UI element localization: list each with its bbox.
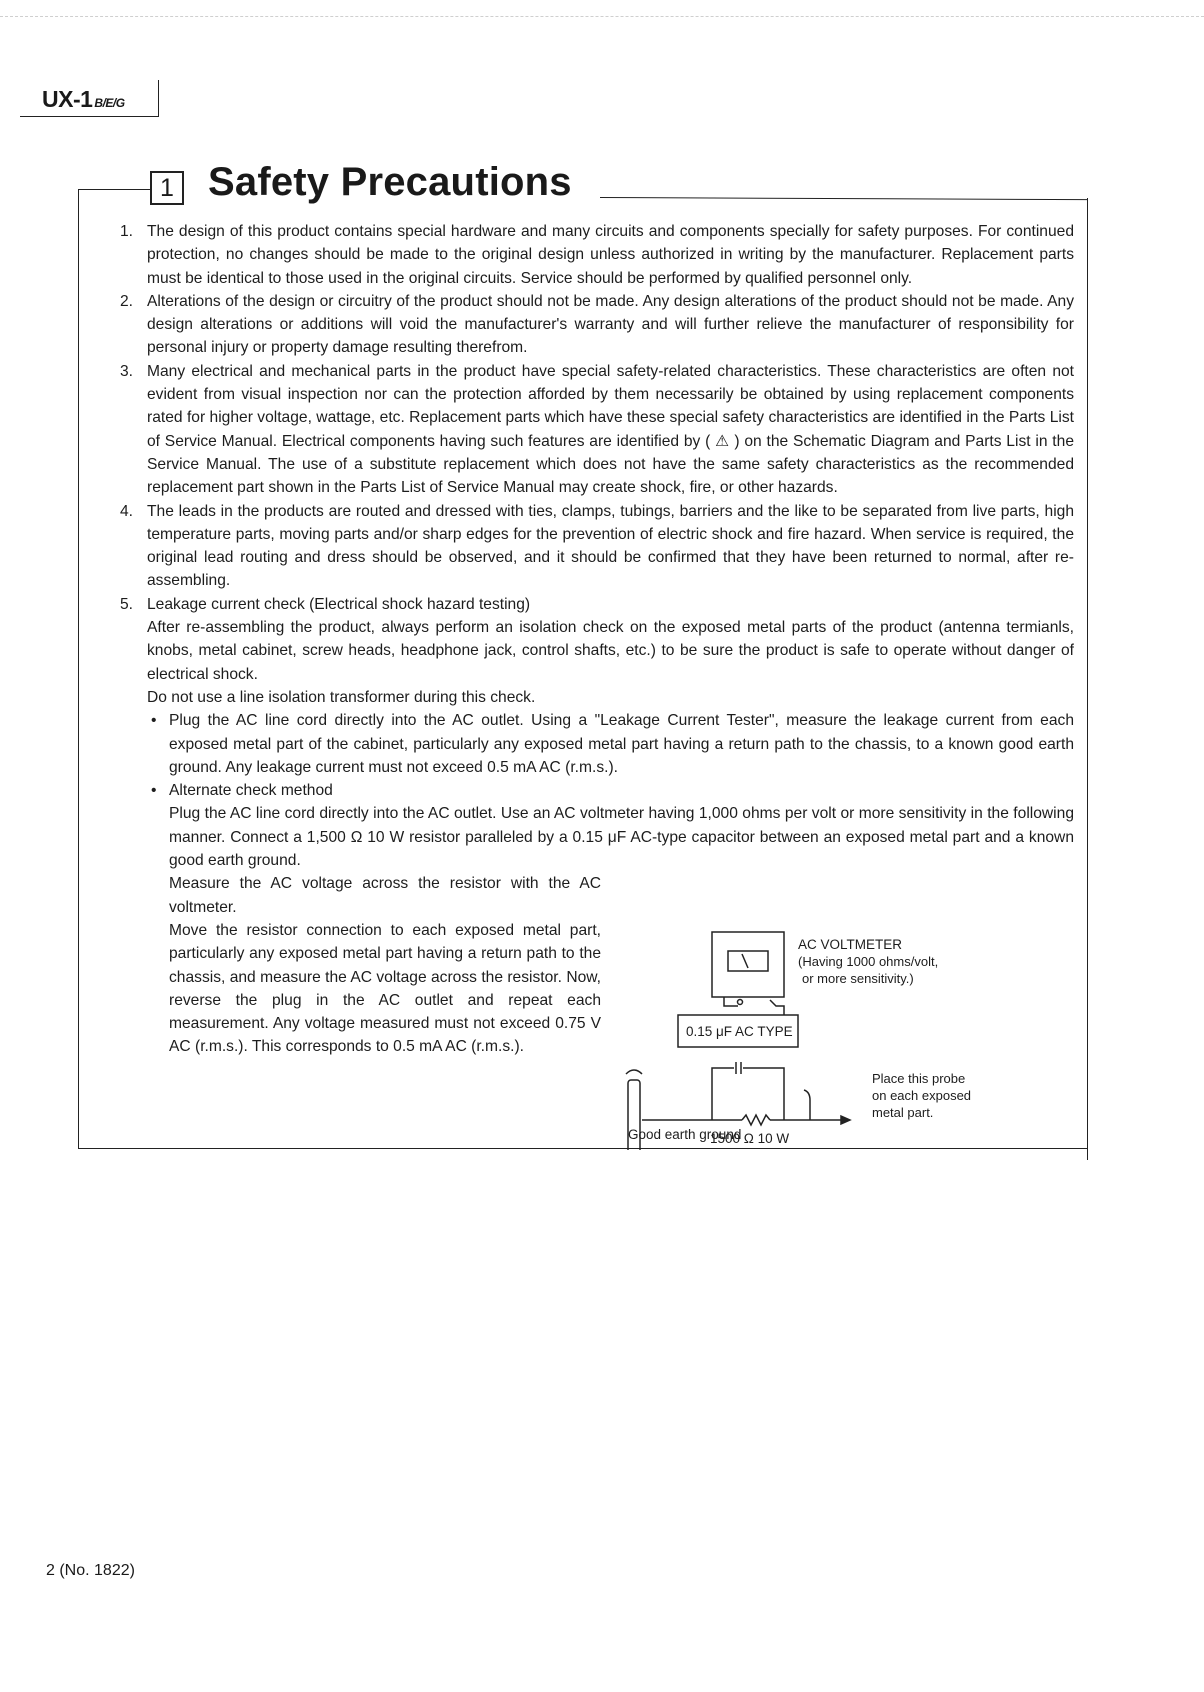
bullet-title: Alternate check method (169, 782, 333, 800)
model-suffix: B/E/G (94, 96, 125, 110)
page-number: 2 (No. 1822) (46, 1562, 135, 1579)
section-frame-left (78, 190, 79, 1148)
voltmeter-terminal-left (738, 1000, 743, 1005)
ground-label: Good earth ground (628, 1127, 742, 1142)
item-text: The leads in the products are routed and dressed with ties, clamps, tubings, barriers and the like to be separated from live parts, high temperature parts, moving parts and/or sharp edges for the prevention of electric shock and fire hazard. When service is required, the original lead routing and dress should be observed, and it should be confirmed that they have been returned to normal, after re-assembling. (147, 502, 1074, 590)
leakage-test-diagram (620, 920, 1080, 1150)
section-title: Safety Precautions (208, 160, 572, 204)
header-divider (158, 80, 159, 116)
bullet-text: Plug the AC line cord directly into the AC outlet. Using a "Leakage Current Tester", measure the leakage current from each exposed metal part of the cabinet, particularly any exposed metal part having a return path to the chassis, to a known good earth ground. Any leakage current must not exceed 0.5 mA AC (r.m.s.). (169, 712, 1074, 776)
voltmeter-note-1: (Having 1000 ohms/volt, (798, 954, 939, 969)
probe-label-3: metal part. (872, 1105, 934, 1120)
model-number (42, 86, 125, 113)
item-text: Alterations of the design or circuitry of the product should not be made. Any design alterations of the product should not be made. Any design alterations or additions will void the manufacturer's warranty and will further relieve the manufacturer of responsibility for personal injury or property damage resulting therefrom. (147, 292, 1074, 357)
list-item (114, 220, 1074, 290)
voltmeter-needle (742, 954, 748, 968)
header-underline (20, 116, 159, 117)
item-number: 3. (120, 362, 134, 380)
isolation-note: Do not use a line isolation transformer during this check. (147, 688, 536, 706)
voltmeter-note-2: or more sensitivity.) (802, 971, 914, 986)
alternate-method-steps (169, 872, 601, 1058)
voltmeter-label: AC VOLTMETER (798, 937, 903, 952)
leakage-intro: After re-assembling the product, always perform an isolation check on the exposed metal parts of the product (antenna termianls, knobs, metal cabinet, screw heads, headphone jack, control shafts, etc.) to be sure the product is safe to operate without danger of electrical shock. (147, 619, 1074, 683)
section-rule-left (78, 189, 150, 190)
ground-rod-top (626, 1070, 642, 1074)
section-number-box: 1 (150, 171, 184, 205)
capacitor-label: 0.15 μF AC TYPE (686, 1024, 793, 1039)
probe-lead (804, 1090, 810, 1120)
item-number: 1. (120, 223, 134, 240)
probe-arrow (841, 1116, 850, 1124)
capacitor-branch (712, 1068, 734, 1120)
resistor-label: 1500 Ω 10 W (710, 1131, 790, 1146)
list-item (114, 500, 1074, 593)
move-step: Move the resistor connection to each exposed metal part, particularly any exposed metal part having a return path to the chassis, and measure the AC voltage across the resistor. Now, reverse the plug in the AC outlet and repeat each measurement. Any voltage measured must not exceed 0.75 V AC (r.m.s.). This corresponds to 0.5 mA AC (r.m.s.). (169, 921, 601, 1056)
voltmeter-lead-right (770, 1000, 784, 1015)
bullet-dot: • (151, 782, 157, 800)
list-item (114, 290, 1074, 360)
voltmeter-box (712, 932, 784, 997)
bullet-dot: • (151, 712, 157, 730)
model-name: UX-1 (42, 86, 93, 112)
voltmeter-lead-left (724, 997, 738, 1006)
capacitor-branch-right (743, 1068, 784, 1120)
top-scan-rule (0, 16, 1204, 17)
item-number: 5. (120, 595, 134, 613)
measure-step: Measure the AC voltage across the resistor with the AC voltmeter. (169, 875, 601, 916)
bullet-leakage-tester (147, 709, 1074, 779)
section-rule-right (600, 197, 1088, 200)
probe-label-1: Place this probe (872, 1071, 966, 1086)
item-text: Many electrical and mechanical parts in the product have special safety-related characteristics. These characteristics are often not evident from visual inspection nor can the protection afforded by them necessarily be obtained by using replacement components rated for higher voltage, wattage, etc. Replacement parts which have these special safety characteristics are identified in the Parts List of Service Manual. Electrical components having such features are identified by ( ⚠ ) on the Schematic Diagram and Parts List in the Service Manual. The use of a substitute replacement which does not have the same safety characteristics as the recommended replacement part shown in the Parts List of Service Manual may create shock, fire, or other hazards. (147, 362, 1074, 497)
item-text: Leakage current check (Electrical shock hazard testing) (147, 595, 531, 613)
probe-label-2: on each exposed (872, 1088, 972, 1103)
section-frame-right (1087, 198, 1088, 1160)
item-number: 2. (120, 292, 134, 310)
item-text: The design of this product contains special hardware and many circuits and components specially for safety purposes. For continued protection, no changes should be made to the original design unless authorized in writing by the manufacturer. Replacement parts must be identical to those used in the original circuits. Service should be performed by qualified personnel only. (147, 223, 1074, 287)
resistor-symbol (742, 1115, 770, 1125)
item-number: 4. (120, 502, 134, 520)
list-item (114, 360, 1074, 500)
alternate-method-text: Plug the AC line cord directly into the AC outlet. Use an AC voltmeter having 1,000 ohms per volt or more sensitivity in the following manner. Connect a 1,500 Ω 10 W resistor paralleled by a 0.15 μF AC-type capacitor between an exposed metal part and a known good earth ground. (169, 805, 1074, 870)
